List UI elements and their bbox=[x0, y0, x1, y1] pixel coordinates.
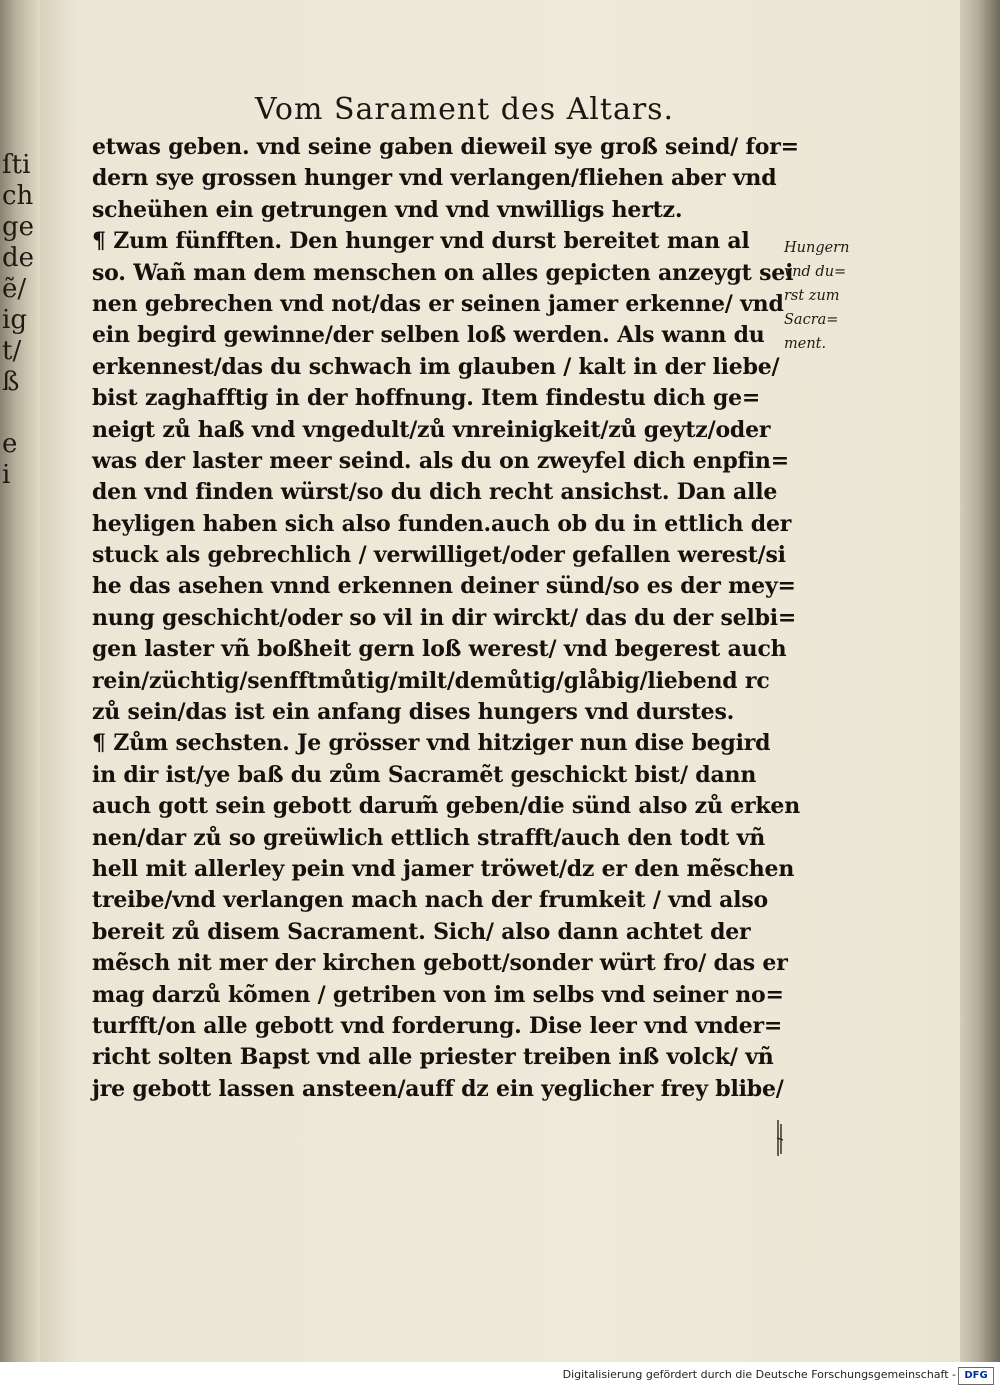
text-line: nen gebrechen vnd not/das er seinen jamer erkenne/ vnd bbox=[92, 290, 784, 317]
text-line: ¶ Zum fünfften. Den hunger vnd durst bereitet man al bbox=[92, 228, 750, 255]
text-line: so. Wañ man dem menschen on alles gepicten anzeygt sei bbox=[92, 259, 794, 286]
text-line: zů sein/das ist ein anfang dises hungers vnd durstes. bbox=[92, 699, 735, 726]
text-line: stuck als gebrechlich / verwilliget/oder gefallen werest/si bbox=[92, 542, 786, 569]
signature-mark-icon bbox=[776, 1118, 784, 1158]
page-edge-shadow bbox=[960, 0, 1000, 1362]
text-line: in dir ist/ye baß du zům Sacramẽt geschickt bist/ dann bbox=[92, 761, 757, 788]
text-line: jre gebott lassen ansteen/auff dz ein yeglicher frey blibe/ bbox=[92, 1075, 784, 1102]
text-line: he das asehen vnnd erkennen deiner sünd/so es der mey= bbox=[92, 573, 796, 600]
text-line: nung geschicht/oder so vil in dir wirckt/ das du der selbi= bbox=[92, 604, 797, 631]
text-line: bist zaghafftig in der hoffnung. Item findestu dich ge= bbox=[92, 385, 761, 412]
text-line: ein begird gewinne/der selben loß werden. Als wann du bbox=[92, 322, 765, 349]
text-line: bereit zů disem Sacrament. Sich/ also dann achtet der bbox=[92, 918, 751, 945]
text-line: rein/züchtig/senfftmůtig/milt/demůtig/glåbig/liebend rc bbox=[92, 667, 770, 694]
text-line: turfft/on alle gebott vnd forderung. Dise leer vnd vnder= bbox=[92, 1012, 783, 1039]
dfg-logo-icon: DFG bbox=[958, 1367, 994, 1385]
margin-note bbox=[784, 236, 854, 356]
margin-note-line: rst zum bbox=[784, 288, 840, 304]
text-line: hell mit allerley pein vnd jamer tröwet/dz er den mẽschen bbox=[92, 855, 795, 882]
running-heading: Vom Sarament des Altars. bbox=[255, 92, 675, 127]
text-line: richt solten Bapst vnd alle priester treiben inß volck/ vñ bbox=[92, 1044, 774, 1071]
text-line: erkennest/das du schwach im glauben / kalt in der liebe/ bbox=[92, 353, 780, 380]
facing-page-text-fragments: ſti ch ge de ẽ/ ig t/ ß e i bbox=[2, 150, 35, 490]
text-line: was der laster meer seind. als du on zweyfel dich enpfin= bbox=[92, 447, 789, 474]
margin-note-line: ment. bbox=[784, 336, 827, 352]
text-line: nen/dar zů so greüwlich ettlich strafft/auch den todt vñ bbox=[92, 824, 766, 851]
text-line: gen laster vñ boßheit gern loß werest/ vnd begerest auch bbox=[92, 636, 787, 663]
text-line: mẽsch nit mer der kirchen gebott/sonder würt fro/ das er bbox=[92, 950, 788, 977]
margin-note-line: Hungern bbox=[784, 240, 850, 256]
text-line: heyligen haben sich also funden.auch ob du in ettlich der bbox=[92, 510, 792, 537]
text-line: scheühen ein getrungen vnd vnd vnwilligs hertz. bbox=[92, 196, 683, 223]
text-line: etwas geben. vnd seine gaben dieweil sye groß seind/ for= bbox=[92, 134, 799, 160]
margin-note-line: vnd du= bbox=[784, 264, 847, 280]
text-line: auch gott sein gebott darum̃ geben/die sünd also zů erken bbox=[92, 793, 801, 820]
footer-credit: Digitalisierung gefördert durch die Deutsche Forschungsgemeinschaft - bbox=[562, 1368, 956, 1381]
text-line: dern sye grossen hunger vnd verlangen/fliehen aber vnd bbox=[92, 165, 777, 192]
text-line: den vnd finden würst/so du dich recht ansichst. Dan alle bbox=[92, 479, 778, 506]
text-line: ¶ Zům sechsten. Je grösser vnd hitziger nun dise begird bbox=[92, 730, 771, 757]
body-text bbox=[92, 132, 801, 1105]
text-line: treibe/vnd verlangen mach nach der frumkeit / vnd also bbox=[92, 887, 769, 914]
facing-page-edge bbox=[0, 0, 40, 1362]
text-line: mag darzů kõmen / getriben von im selbs vnd seiner no= bbox=[92, 981, 784, 1008]
margin-note-line: Sacra= bbox=[784, 312, 839, 328]
text-line: neigt zů haß vnd vngedult/zů vnreinigkeit/zů geytz/oder bbox=[92, 416, 771, 443]
footer-bar bbox=[0, 1362, 1000, 1390]
